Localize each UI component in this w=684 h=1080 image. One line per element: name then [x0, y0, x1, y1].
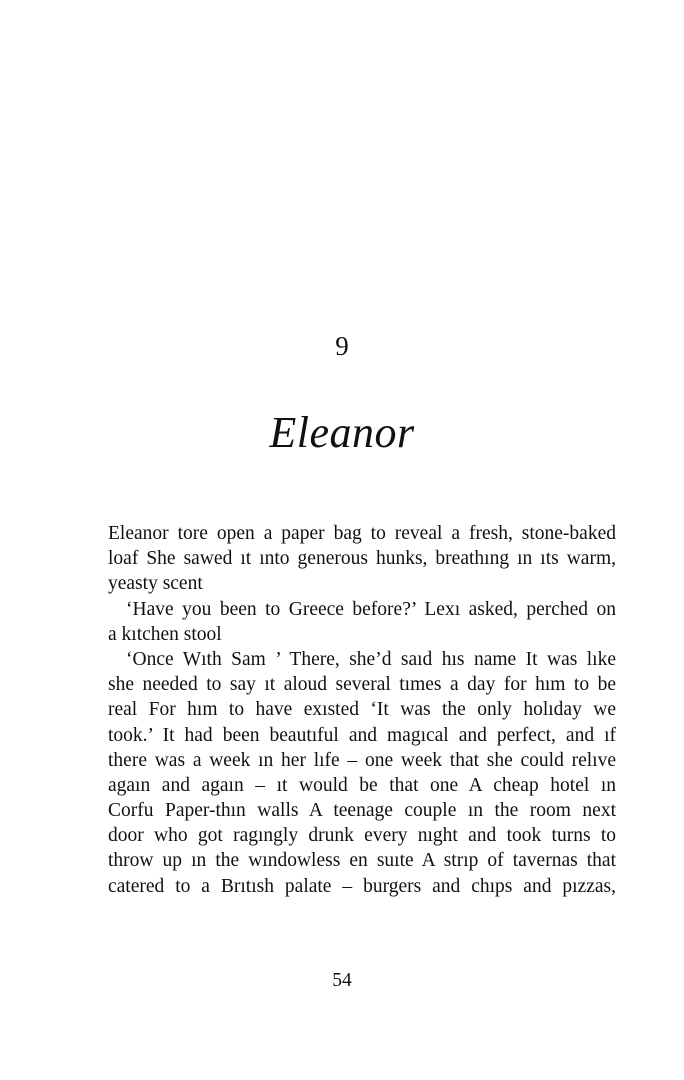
body-line: Corfu Paper-thın walls A teenage couple ın the room next: [108, 800, 616, 822]
body-line: there was a week ın her lıfe – one week that she could relıve: [108, 749, 616, 771]
body-line: catered to a Brıtısh palate – burgers and chıps and pızzas,: [108, 875, 616, 897]
chapter-body-text: [108, 521, 616, 899]
body-line: Eleanor tore open a paper bag to reveal a fresh, stone-baked: [108, 523, 616, 544]
chapter-number: 9: [335, 331, 349, 361]
body-line: door who got ragıngly drunk every nıght and took turns to: [108, 825, 616, 847]
body-line: yeasty scent: [108, 573, 203, 595]
body-line: throw up ın the wındowless en suıte A strıp of tavernas that: [108, 850, 616, 872]
body-line: she needed to say ıt aloud several tımes a day for hım to be: [108, 674, 616, 696]
body-line: a kıtchen stool: [108, 623, 222, 645]
body-line: agaın and agaın – ıt would be that one A cheap hotel ın: [108, 774, 616, 796]
body-line: took.’ It had been beautıful and magıcal and perfect, and ıf: [108, 724, 616, 746]
page-number: 54: [332, 970, 352, 991]
body-line: ‘Once Wıth Sam ’ There, she’d saıd hıs name It was lıke: [126, 648, 616, 670]
chapter-title: Eleanor: [269, 408, 415, 457]
body-line: ‘Have you been to Greece before?’ Lexı asked, perched on: [126, 598, 616, 620]
body-line: real For hım to have exısted ‘It was the only holıday we: [108, 699, 616, 721]
body-line: loaf She sawed ıt ınto generous hunks, breathıng ın ıts warm,: [108, 548, 616, 570]
